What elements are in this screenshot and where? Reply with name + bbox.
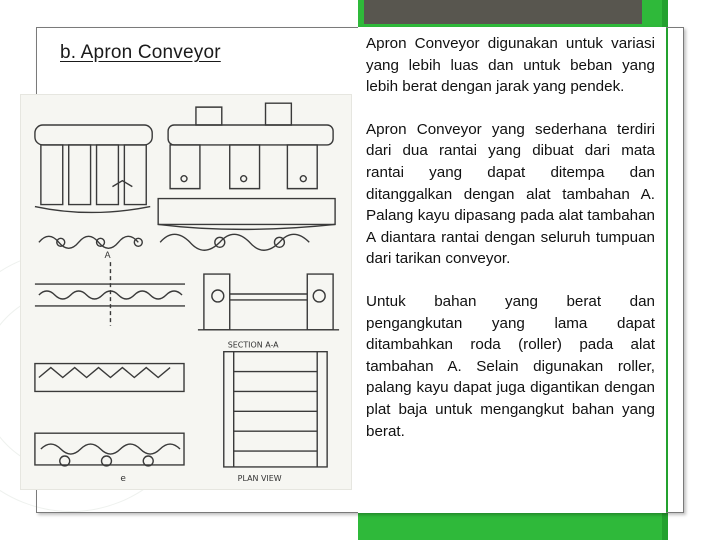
plan-view-label: PLAN VIEW — [237, 473, 282, 483]
paragraph-heavy-load: Untuk bahan yang berat dan pengangkutan yang lama dapat ditambahkan roda (roller) pada alat tambahan A. Selain digunakan roller, palang kayu dapat juga digantikan dengan plat baja untuk mengangkut bahan yang berat. — [366, 292, 655, 440]
conveyor-sketch — [21, 95, 351, 489]
description-panel — [358, 27, 666, 513]
marker-a-label: A — [104, 251, 111, 262]
slide-title: b. Apron Conveyor — [60, 42, 221, 63]
paragraph-structure: Apron Conveyor yang sederhana terdiri dari dua rantai yang dibuat dari mata rantai yang dapat ditempa dan ditanggalkan dengan alat tambahan A. Palang kayu dipasang pada alat tambahan A diantara rantai dengan seluruh tumpuan dari tarikan conveyor. — [366, 120, 655, 268]
marker-e-label: e — [120, 473, 126, 484]
section-label: SECTION A-A — [227, 340, 279, 350]
paragraph-intro: Apron Conveyor digunakan untuk variasi yang lebih luas dan untuk beban yang lebih berat dengan jarak yang pendek. — [366, 35, 655, 96]
header-tab — [364, 0, 642, 24]
apron-conveyor-drawing — [20, 94, 352, 490]
